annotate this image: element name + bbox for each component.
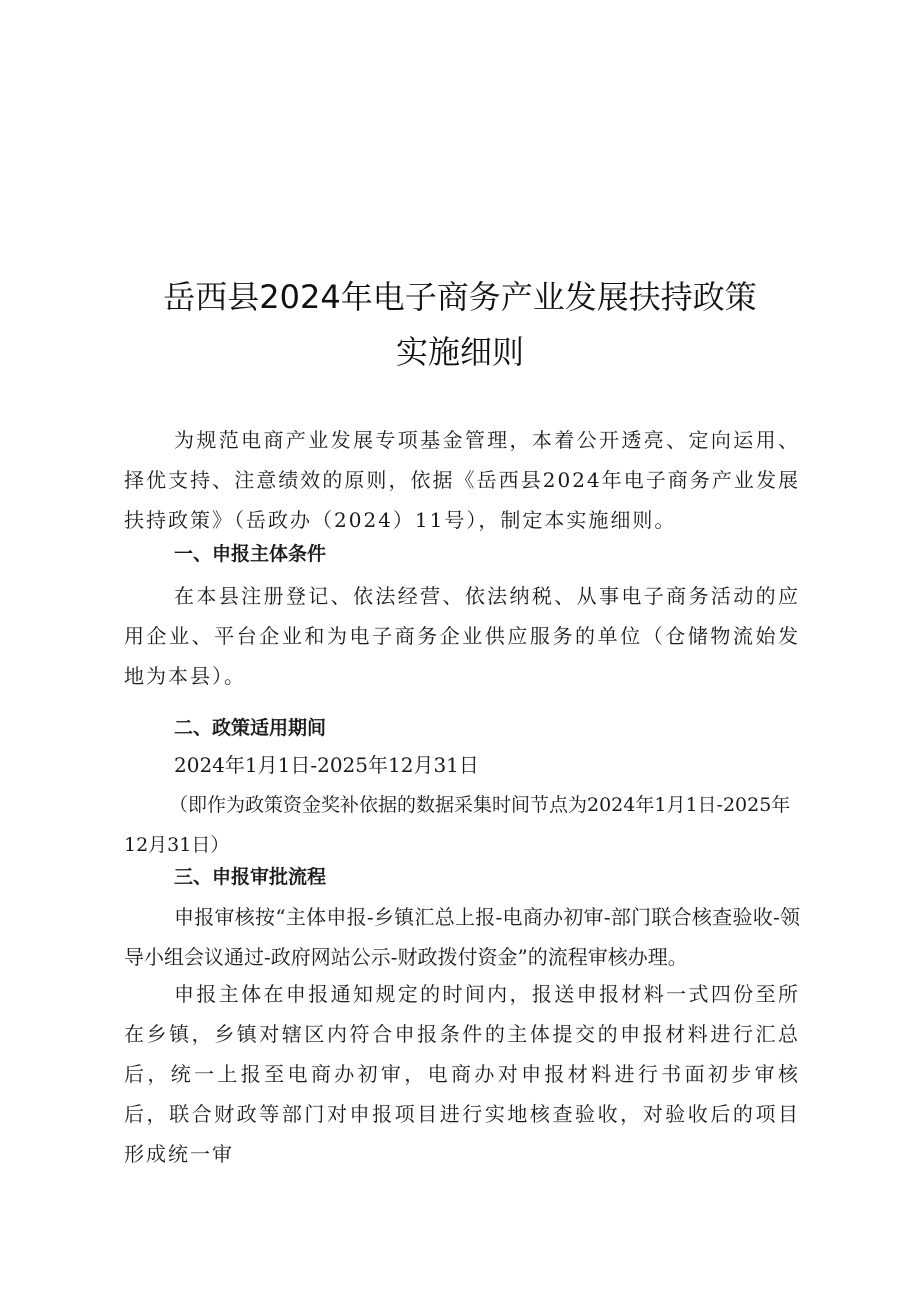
document-title-line-2: 实施细则 [395,333,524,371]
document-title-line-1: 岳西县2024年电子商务产业发展扶持政策 [163,278,757,316]
section-3-paragraph-1: 申报审核按“主体申报-乡镇汇总上报-电商办初审-部门联合核查验收-领导小组会议通过-政府网站公示-财政拨付资金”的流程审核办理。 [124,905,800,969]
section-3-heading: 三、申报审批流程 [174,866,327,888]
section-3-paragraph-2: 申报主体在申报通知规定的时间内，报送申报材料一式四份至所在乡镇，乡镇对辖区内符合申报条件的主体提交的申报材料进行汇总后，统一上报至电商办初审，电商办对申报材料进行书面初步审核后，联合财政等部门对申报项目进行实地核查验收，对验收后的项目形成统一审 [124,982,800,1166]
section-1-paragraph: 在本县注册登记、依法经营、依法纳税、从事电子商务活动的应用企业、平台企业和为电子商务企业供应服务的单位（仓储物流始发地为本县）。 [124,584,800,688]
intro-paragraph: 为规范电商产业发展专项基金管理，本着公开透亮、定向运用、择优支持、注意绩效的原则，依据《岳西县2024年电子商务产业发展扶持政策》（岳政办（2024）11号），制定本实施细则。 [124,428,800,532]
section-2-note: （即作为政策资金奖补依据的数据采集时间节点为2024年1月1日-2025年12月31日） [124,794,791,856]
section-2-heading: 二、政策适用期间 [174,717,327,739]
section-1-heading: 一、申报主体条件 [174,543,327,565]
section-2-dates: 2024年1月1日-2025年12月31日 [174,753,479,777]
